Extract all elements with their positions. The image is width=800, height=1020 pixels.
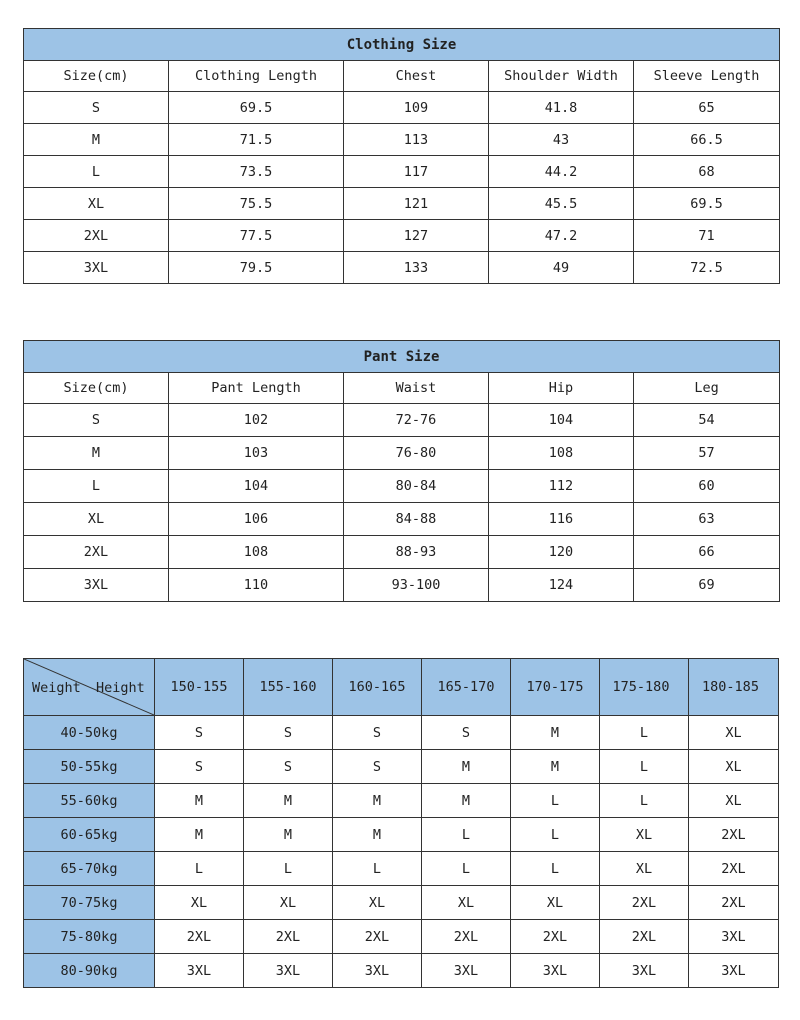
- table-row: [24, 188, 780, 220]
- table-row: [24, 470, 780, 503]
- recommended-size-cell: XL: [600, 818, 689, 852]
- recommended-size-cell: 3XL: [244, 954, 333, 988]
- weight-range-cell: 65-70kg: [24, 852, 155, 886]
- table-row: [24, 784, 779, 818]
- measurement-cell: 112: [489, 470, 634, 503]
- measurement-cell: 76-80: [344, 437, 489, 470]
- recommended-size-cell: L: [511, 784, 600, 818]
- column-header: Pant Length: [169, 373, 344, 404]
- measurement-cell: 84-88: [344, 503, 489, 536]
- measurement-cell: 65: [634, 92, 780, 124]
- size-label-cell: S: [24, 92, 169, 124]
- measurement-cell: 104: [169, 470, 344, 503]
- column-header: Waist: [344, 373, 489, 404]
- size-label-cell: L: [24, 470, 169, 503]
- recommended-size-cell: 3XL: [511, 954, 600, 988]
- recommended-size-cell: 2XL: [689, 886, 779, 920]
- measurement-cell: 108: [489, 437, 634, 470]
- height-header-row: [24, 659, 779, 716]
- weight-axis-label: Weight: [32, 680, 81, 696]
- measurement-cell: 63: [634, 503, 780, 536]
- clothing-size-table: [23, 28, 780, 284]
- height-range-header: 175-180: [600, 659, 689, 716]
- recommended-size-cell: 3XL: [600, 954, 689, 988]
- weight-range-cell: 40-50kg: [24, 716, 155, 750]
- clothing-header-row: [24, 61, 780, 92]
- measurement-cell: 57: [634, 437, 780, 470]
- recommended-size-cell: XL: [333, 886, 422, 920]
- measurement-cell: 117: [344, 156, 489, 188]
- table-row: [24, 716, 779, 750]
- table-row: [24, 437, 780, 470]
- recommended-size-cell: L: [333, 852, 422, 886]
- recommended-size-cell: S: [422, 716, 511, 750]
- measurement-cell: 45.5: [489, 188, 634, 220]
- recommended-size-cell: S: [155, 716, 244, 750]
- recommended-size-cell: XL: [689, 716, 779, 750]
- measurement-cell: 77.5: [169, 220, 344, 252]
- measurement-cell: 72.5: [634, 252, 780, 284]
- column-header: Chest: [344, 61, 489, 92]
- measurement-cell: 69.5: [634, 188, 780, 220]
- measurement-cell: 93-100: [344, 569, 489, 602]
- table-row: [24, 920, 779, 954]
- measurement-cell: 80-84: [344, 470, 489, 503]
- measurement-cell: 66: [634, 536, 780, 569]
- recommended-size-cell: 2XL: [422, 920, 511, 954]
- table-row: [24, 503, 780, 536]
- table-row: [24, 220, 780, 252]
- recommended-size-cell: L: [600, 784, 689, 818]
- column-header: Hip: [489, 373, 634, 404]
- measurement-cell: 102: [169, 404, 344, 437]
- height-range-header: 155-160: [244, 659, 333, 716]
- weight-range-cell: 75-80kg: [24, 920, 155, 954]
- table-row: [24, 252, 780, 284]
- measurement-cell: 113: [344, 124, 489, 156]
- column-header: Size(cm): [24, 373, 169, 404]
- height-axis-label: Height: [96, 680, 145, 696]
- recommended-size-cell: XL: [155, 886, 244, 920]
- table-row: [24, 886, 779, 920]
- pant-header-row: [24, 373, 780, 404]
- measurement-cell: 60: [634, 470, 780, 503]
- table-row: [24, 852, 779, 886]
- table-row: [24, 156, 780, 188]
- recommended-size-cell: S: [155, 750, 244, 784]
- recommended-size-cell: 2XL: [689, 818, 779, 852]
- measurement-cell: 133: [344, 252, 489, 284]
- measurement-cell: 71: [634, 220, 780, 252]
- measurement-cell: 54: [634, 404, 780, 437]
- clothing-size-title: Clothing Size: [24, 29, 780, 61]
- pant-size-table: [23, 340, 780, 602]
- recommended-size-cell: M: [155, 784, 244, 818]
- weight-height-corner-cell: [24, 659, 155, 716]
- recommended-size-cell: M: [333, 818, 422, 852]
- measurement-cell: 108: [169, 536, 344, 569]
- measurement-cell: 66.5: [634, 124, 780, 156]
- table-row: [24, 536, 780, 569]
- height-range-header: 180-185: [689, 659, 779, 716]
- recommended-size-cell: M: [511, 716, 600, 750]
- height-range-header: 150-155: [155, 659, 244, 716]
- size-label-cell: L: [24, 156, 169, 188]
- height-range-header: 165-170: [422, 659, 511, 716]
- measurement-cell: 120: [489, 536, 634, 569]
- measurement-cell: 47.2: [489, 220, 634, 252]
- recommended-size-cell: 2XL: [511, 920, 600, 954]
- weight-height-size-table: [23, 658, 779, 988]
- measurement-cell: 121: [344, 188, 489, 220]
- weight-range-cell: 80-90kg: [24, 954, 155, 988]
- size-label-cell: 2XL: [24, 220, 169, 252]
- recommended-size-cell: M: [333, 784, 422, 818]
- measurement-cell: 68: [634, 156, 780, 188]
- measurement-cell: 103: [169, 437, 344, 470]
- size-label-cell: 2XL: [24, 536, 169, 569]
- size-label-cell: XL: [24, 188, 169, 220]
- size-label-cell: 3XL: [24, 252, 169, 284]
- measurement-cell: 124: [489, 569, 634, 602]
- size-label-cell: M: [24, 124, 169, 156]
- recommended-size-cell: L: [422, 818, 511, 852]
- recommended-size-cell: L: [244, 852, 333, 886]
- column-header: Leg: [634, 373, 780, 404]
- recommended-size-cell: S: [244, 750, 333, 784]
- recommended-size-cell: L: [422, 852, 511, 886]
- column-header: Size(cm): [24, 61, 169, 92]
- table-row: [24, 404, 780, 437]
- measurement-cell: 75.5: [169, 188, 344, 220]
- measurement-cell: 73.5: [169, 156, 344, 188]
- recommended-size-cell: 3XL: [422, 954, 511, 988]
- column-header: Clothing Length: [169, 61, 344, 92]
- recommended-size-cell: XL: [600, 852, 689, 886]
- table-row: [24, 569, 780, 602]
- recommended-size-cell: L: [600, 716, 689, 750]
- recommended-size-cell: 2XL: [333, 920, 422, 954]
- recommended-size-cell: M: [244, 784, 333, 818]
- recommended-size-cell: XL: [689, 750, 779, 784]
- recommended-size-cell: S: [333, 750, 422, 784]
- table-row: [24, 92, 780, 124]
- recommended-size-cell: XL: [511, 886, 600, 920]
- recommended-size-cell: L: [600, 750, 689, 784]
- recommended-size-cell: L: [511, 818, 600, 852]
- measurement-cell: 71.5: [169, 124, 344, 156]
- table-row: [24, 818, 779, 852]
- measurement-cell: 41.8: [489, 92, 634, 124]
- recommended-size-cell: M: [422, 750, 511, 784]
- measurement-cell: 110: [169, 569, 344, 602]
- column-header: Shoulder Width: [489, 61, 634, 92]
- measurement-cell: 44.2: [489, 156, 634, 188]
- recommended-size-cell: 3XL: [689, 954, 779, 988]
- measurement-cell: 127: [344, 220, 489, 252]
- height-range-header: 160-165: [333, 659, 422, 716]
- size-label-cell: 3XL: [24, 569, 169, 602]
- recommended-size-cell: 2XL: [155, 920, 244, 954]
- recommended-size-cell: 3XL: [155, 954, 244, 988]
- table-row: [24, 750, 779, 784]
- recommended-size-cell: S: [333, 716, 422, 750]
- measurement-cell: 116: [489, 503, 634, 536]
- recommended-size-cell: 2XL: [244, 920, 333, 954]
- weight-range-cell: 55-60kg: [24, 784, 155, 818]
- recommended-size-cell: 3XL: [333, 954, 422, 988]
- recommended-size-cell: XL: [244, 886, 333, 920]
- recommended-size-cell: 2XL: [600, 920, 689, 954]
- recommended-size-cell: XL: [689, 784, 779, 818]
- height-range-header: 170-175: [511, 659, 600, 716]
- measurement-cell: 109: [344, 92, 489, 124]
- measurement-cell: 69.5: [169, 92, 344, 124]
- measurement-cell: 104: [489, 404, 634, 437]
- recommended-size-cell: XL: [422, 886, 511, 920]
- recommended-size-cell: 3XL: [689, 920, 779, 954]
- measurement-cell: 79.5: [169, 252, 344, 284]
- recommended-size-cell: M: [511, 750, 600, 784]
- weight-range-cell: 50-55kg: [24, 750, 155, 784]
- measurement-cell: 88-93: [344, 536, 489, 569]
- size-label-cell: S: [24, 404, 169, 437]
- measurement-cell: 106: [169, 503, 344, 536]
- recommended-size-cell: 2XL: [600, 886, 689, 920]
- table-row: [24, 124, 780, 156]
- table-row: [24, 954, 779, 988]
- weight-range-cell: 70-75kg: [24, 886, 155, 920]
- recommended-size-cell: M: [422, 784, 511, 818]
- size-label-cell: M: [24, 437, 169, 470]
- column-header: Sleeve Length: [634, 61, 780, 92]
- size-label-cell: XL: [24, 503, 169, 536]
- measurement-cell: 43: [489, 124, 634, 156]
- recommended-size-cell: S: [244, 716, 333, 750]
- weight-range-cell: 60-65kg: [24, 818, 155, 852]
- measurement-cell: 69: [634, 569, 780, 602]
- recommended-size-cell: L: [155, 852, 244, 886]
- recommended-size-cell: 2XL: [689, 852, 779, 886]
- measurement-cell: 72-76: [344, 404, 489, 437]
- recommended-size-cell: M: [155, 818, 244, 852]
- pant-size-title: Pant Size: [24, 341, 780, 373]
- recommended-size-cell: L: [511, 852, 600, 886]
- recommended-size-cell: M: [244, 818, 333, 852]
- measurement-cell: 49: [489, 252, 634, 284]
